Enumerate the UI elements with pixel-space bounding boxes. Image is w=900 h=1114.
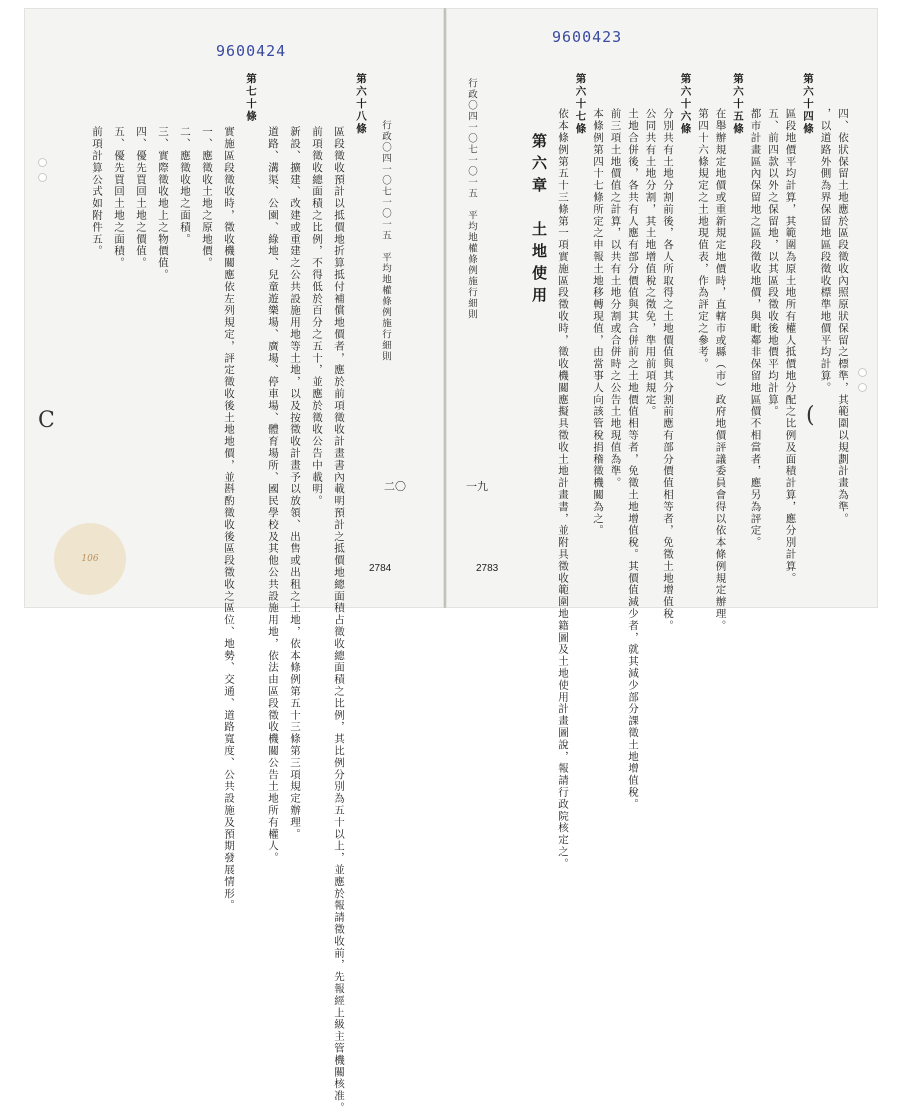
running-header: 行政〇四一〇七一〇一五 平均地權條例施行細則 — [466, 78, 477, 320]
article-heading: 第六十五條 — [732, 73, 744, 136]
binding-clip-icon: ( — [806, 403, 815, 428]
text-column: 一、應徵收土地之原地價。 — [201, 126, 213, 269]
text-column: 分別共有土地分割前後，各人所取得之土地價值與其分割前應有部分價值相等者，免徵土地增值稅。 — [662, 108, 674, 632]
chapter-title: 第六章 土地使用 — [530, 133, 548, 309]
text-column: 實施區段徵收時，徵收機關應依左列規定，評定徵收後土地地價，並斟酌徵收後區段徵收之區位、地勢、交通、道路寬度、公共設施及預期發展情形。 — [223, 126, 235, 912]
punch-hole — [38, 173, 47, 182]
punch-hole — [38, 158, 47, 167]
text-column: 土地合併後，各共有人應有部分價值與其合併前之土地價值相等者，免徵土地增值稅。其價值減少者，就其減少部分課徵土地增值稅。 — [627, 108, 639, 811]
text-column: 區段地價平均計算，其範圍為原土地所有權人抵價地分配之比例及面積計算，應分別計算。 — [784, 108, 797, 584]
text-column: 在舉辦規定地價或重新規定地價時，直轄市或縣（市）政府地價評議委員會得以依本條例規定辦理。 — [714, 108, 727, 632]
text-column: 前項徵收總面積之比例，不得低於百分之五十，並應於徵收公告中載明。 — [311, 126, 323, 507]
text-column: 依本條例第五十三條第一項實施區段徵收時，徵收機關應擬具徵收土地計畫書，並附具徵收範圍地籍圖及土地使用計畫圖說，報請行政院核定之。 — [557, 108, 569, 870]
text-column: 道路、溝渠、公園、綠地、兒童遊樂場、廣場、停車場、體育場所、國民學校及其他公共設施用地，依法由區段徵收機關公告土地所有權人。 — [267, 126, 279, 864]
right-page — [446, 8, 878, 870]
text-column: 都市計畫區內保留地之區段徵收地價，與毗鄰非保留地區價不相當者，應另為評定。 — [749, 108, 762, 549]
page-number: 二〇 — [384, 481, 406, 493]
stamp-label: 106 — [81, 554, 99, 564]
punch-hole — [858, 383, 867, 392]
text-column: 三、實際徵收地上之物價值。 — [157, 126, 169, 281]
article-heading: 第七十條 — [245, 73, 257, 123]
text-column: 四、依狀保留土地應於區段徵收內照原狀保留之標準，其範圍以規劃計畫為準。 — [837, 108, 849, 525]
archive-number: 9600424 — [216, 42, 287, 60]
article-heading: 第六十六條 — [679, 73, 692, 136]
text-column: 前三項土地價值之計算，以共有土地分割或合併時之公告土地現值為準。 — [609, 108, 622, 489]
text-column: 區段徵收預計以抵價地折算抵付補償地價者，應於前項徵收計畫書內載明預計之抵價地總面積占徵收總面積之比例，其比例分別為五十以上，並應於報請徵收前，先報經上級主管機關核准。 — [333, 126, 345, 1114]
text-column: 新設、擴建、改建或重建之公共設施用地等土地，以及按徵收計畫予以放領、出售或出租之土地，依本條例第五十三條第三項規定辦理。 — [289, 126, 301, 840]
left-page — [24, 8, 444, 1114]
text-column: 第四十六條規定之土地現值表，作為評定之參考。 — [697, 108, 709, 370]
text-column: ，以道路外側為界保留地區段徵收標準地價平均計算。 — [819, 108, 832, 394]
running-header: 行政〇四一〇七一〇一五 平均地權條例施行細則 — [380, 120, 391, 362]
text-column: 四、優先買回土地之價值。 — [135, 126, 147, 269]
binding-clip-icon: C — [38, 408, 55, 433]
text-column: 公同共有土地分割，其土地增值稅之徵免，準用前項規定。 — [644, 108, 657, 418]
scan-number: 2783 — [476, 563, 499, 574]
article-heading: 第六十八條 — [355, 73, 367, 136]
article-heading: 第六十七條 — [574, 73, 587, 136]
page-number: 一九 — [466, 481, 488, 493]
text-column: 本條例第四十七條所定之申報土地移轉現值，由當事人向該管稅捐稽徵機關為之。 — [592, 108, 604, 537]
text-column: 二、應徵收地之面積。 — [179, 126, 191, 245]
archive-number: 9600423 — [552, 28, 623, 46]
punch-hole — [858, 368, 867, 377]
text-column: 五、優先買回土地之面積。 — [113, 126, 125, 269]
archive-stamp — [54, 523, 126, 595]
text-column: 前項計算公式如附件五。 — [91, 126, 103, 257]
text-column: 五、前四款以外之保留地，以其區段徵收後地價平均計算。 — [767, 108, 779, 418]
article-heading: 第六十四條 — [802, 73, 814, 136]
scan-number: 2784 — [369, 563, 392, 574]
